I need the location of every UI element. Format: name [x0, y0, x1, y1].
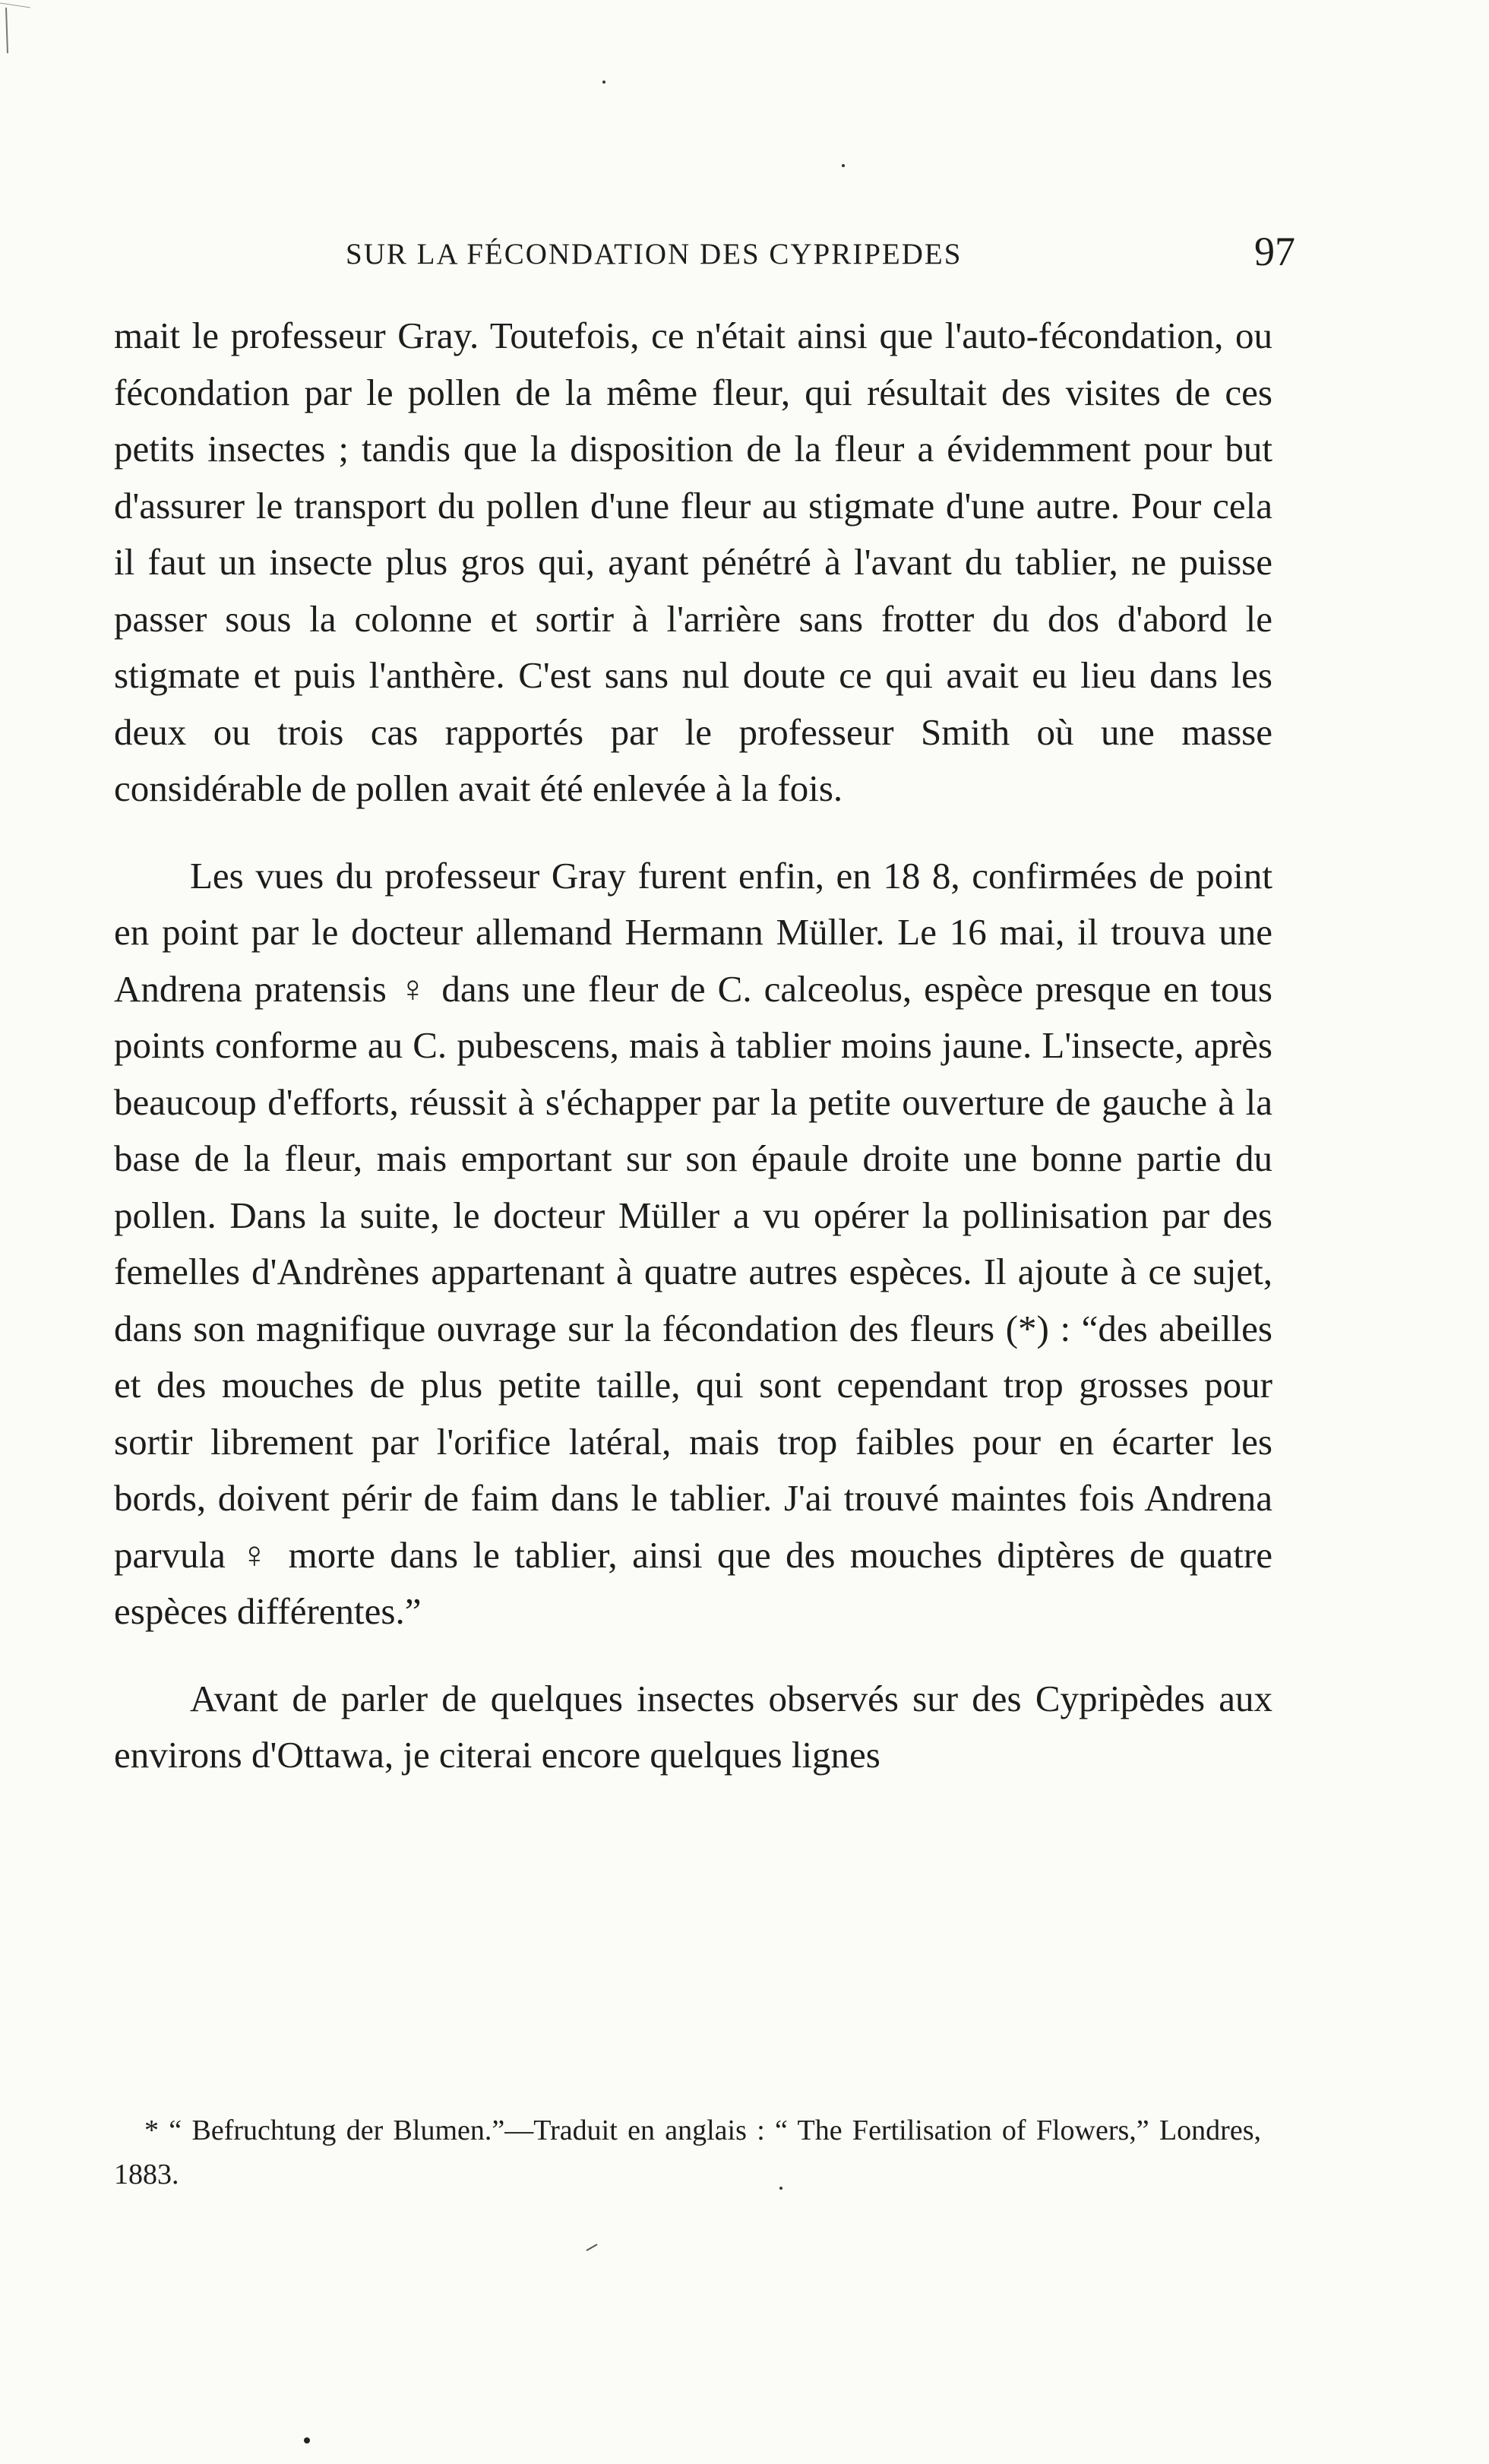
- footnote: * “ Befruchtung der Blumen.”—Traduit en anglais : “ The Fertilisation of Flowers,” Londres, 1883.: [114, 2114, 1261, 2190]
- page-number: 97: [1254, 229, 1295, 274]
- paragraph-1: mait le professeur Gray. Toutefois, ce n'était ainsi que l'auto-fécondation, ou fécondation par le pollen de la même fleur, qui résultait des visites de ces petits insectes ; tandis que la disposition de la fleur a évidemment pour but d'assurer le transport du pollen d'une fleur au stigmate d'une autre. Pour cela il faut un insecte plus gros qui, ayant pénétré à l'avant du tablier, ne puisse passer sous la colonne et sortir à l'arrière sans frotter du dos d'abord le stigmate et puis l'anthère. C'est sans nul doute ce qui avait eu lieu dans les deux ou trois cas rapportés par le professeur Smith où une masse considérable de pollen avait été enlevée à la fois.: [114, 315, 1272, 809]
- running-title: SUR LA FÉCONDATION DES CYPRIPEDES: [346, 238, 963, 270]
- paragraph-2: Les vues du professeur Gray furent enfin, en 18 8, confirmées de point en point par le docteur allemand Hermann Müller. Le 16 mai, il trouva une Andrena pratensis ♀ dans une fleur de C. calceolus, espèce presque en tous points conforme au C. pubescens, mais à tablier moins jaune. L'insecte, après beaucoup d'efforts, réussit à s'échapper par la petite ouverture de gauche à la base de la fleur, mais emportant sur son épaule droite une bonne partie du pollen. Dans la suite, le docteur Müller a vu opérer la pollinisation par des femelles d'Andrènes appartenant à quatre autres espèces. Il ajoute à ce sujet, dans son magnifique ouvrage sur la fécondation des fleurs (*) : “des abeilles et des mouches de plus petite taille, qui sont cependant trop grosses pour sortir librement par l'orifice latéral, mais trop faibles pour en écarter les bords, doivent périr de faim dans le tablier. J'ai trouvé maintes fois Andrena parvula ♀ morte dans le tablier, ainsi que des mouches diptères de quatre espèces différentes.”: [114, 854, 1272, 1632]
- paragraph-3: Avant de parler de quelques insectes observés sur des Cypripèdes aux environs d'Ottawa, je citerai encore quelques lignes: [114, 1677, 1272, 1776]
- page-header: [346, 228, 1295, 289]
- body-text: [114, 308, 1272, 1784]
